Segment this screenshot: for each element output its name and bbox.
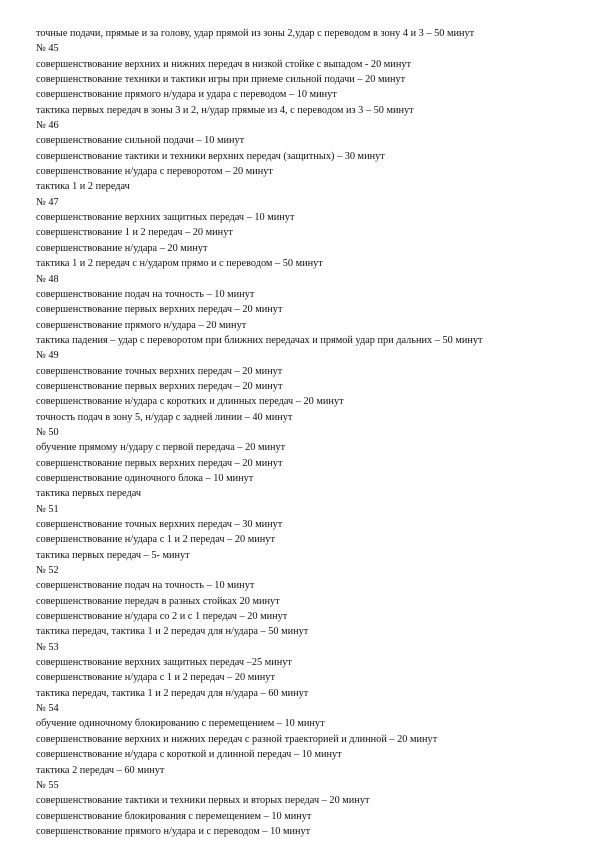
session-number-heading: № 54 [36, 703, 59, 715]
session-number-heading: № 46 [36, 120, 59, 132]
text-line: тактика первых передач – 5- минут [36, 549, 190, 561]
text-line: совершенствование первых верхних передач – 20 минут [36, 304, 283, 316]
text-line: совершенствование прямого н/удара и удара с переводом – 10 минут [36, 89, 337, 101]
text-line: совершенствование прямого н/удара и с переводом – 10 минут [36, 825, 311, 837]
session-number-heading: № 55 [36, 779, 59, 791]
text-line: тактика передач, тактика 1 и 2 передач для н/удара – 50 минут [36, 626, 309, 638]
text-line: совершенствование верхних и нижних передач с разной траекторией и длинной – 20 минут [36, 733, 438, 745]
text-line: совершенствование тактики и техники верхних передач (защитных) – 30 минут [36, 150, 385, 162]
session-number-heading: № 53 [36, 641, 59, 653]
text-line: совершенствование верхних защитных передач – 10 минут [36, 212, 295, 224]
text-line: совершенствование первых верхних передач – 20 минут [36, 380, 283, 392]
session-number-heading: № 52 [36, 565, 59, 577]
text-line: совершенствование н/удара с коротких и длинных передач – 20 минут [36, 396, 344, 408]
session-number-heading: № 48 [36, 273, 59, 285]
text-line: тактика падения – удар с переворотом при ближних передачах и прямой удар при дальних – 50 минут [36, 334, 483, 346]
text-line: совершенствование подач на точность – 10 минут [36, 580, 255, 592]
text-line: совершенствование н/удара с 1 и 2 передач – 20 минут [36, 672, 275, 684]
text-line: совершенствование одиночного блока – 10 минут [36, 472, 254, 484]
text-line: совершенствование сильной подачи – 10 минут [36, 135, 245, 147]
text-line: точные подачи, прямые и за голову, удар прямой из зоны 2,удар с переводом в зону 4 и 3 – 50 минут [36, 28, 475, 39]
text-line: совершенствование техники и тактики игры при приеме сильной подачи – 20 минут [36, 74, 406, 86]
text-line: обучение прямому н/удару с первой передача – 20 минут [36, 442, 286, 454]
text-line: совершенствование н/удара с перевоpотом – 20 минут [36, 166, 273, 178]
session-number-heading: № 49 [36, 350, 59, 362]
text-line: совершенствование н/удара со 2 и с 1 передач – 20 минут [36, 611, 288, 623]
text-line: тактика 1 и 2 передач с н/ударом прямо и с переводом – 50 минут [36, 258, 323, 270]
session-number-heading: № 47 [36, 196, 59, 208]
text-line: совершенствование блокирования с перемещением – 10 минут [36, 810, 312, 822]
session-number-heading: № 51 [36, 503, 59, 515]
text-line: совершенствование первых верхних передач – 20 минут [36, 457, 283, 469]
text-line: тактика 1 и 2 передач [36, 181, 130, 193]
text-line: тактика 2 передач – 60 минут [36, 764, 165, 776]
text-line: совершенствование прямого н/удара – 20 минут [36, 319, 247, 331]
document-text-block [36, 26, 584, 839]
text-line: совершенствование н/удара – 20 минут [36, 242, 208, 254]
text-line: тактика передач, тактика 1 и 2 передач для н/удара – 60 минут [36, 687, 309, 699]
text-line: тактика первых передач [36, 488, 142, 500]
text-line: совершенствование 1 и 2 передач – 20 минут [36, 227, 233, 239]
session-number-heading: № 45 [36, 43, 59, 55]
text-line: совершенствование верхних и нижних передач в низкой стойке с выпадом - 20 минут [36, 58, 411, 70]
text-line: совершенствование передач в разных стойках 20 минут [36, 595, 280, 607]
text-line: точность подач в зону 5, н/удар с задней линии – 40 минут [36, 411, 293, 423]
text-line: совершенствование верхних защитных передач –25 минут [36, 657, 292, 669]
text-line: совершенствование точных верхних передач – 20 минут [36, 365, 283, 377]
text-line: совершенствование точных верхних передач – 30 минут [36, 519, 283, 530]
text-line: тактика первых передач в зоны 3 и 2, н/удар прямые из 4, с переводом из 3 – 50 минут [36, 104, 414, 116]
text-line: совершенствование тактики и техники первых и вторых передач – 20 минут [36, 795, 370, 807]
session-number-heading: № 50 [36, 426, 59, 438]
text-line: совершенствование н/удара с 1 и 2 передач – 20 минут [36, 534, 275, 546]
text-line: совершенствование н/удара с короткой и длинной передач – 10 минут [36, 749, 342, 761]
text-line: обучение одиночному блокированию с перемещением – 10 минут [36, 718, 325, 730]
text-line: совершенствование подач на точность – 10 минут [36, 288, 255, 300]
